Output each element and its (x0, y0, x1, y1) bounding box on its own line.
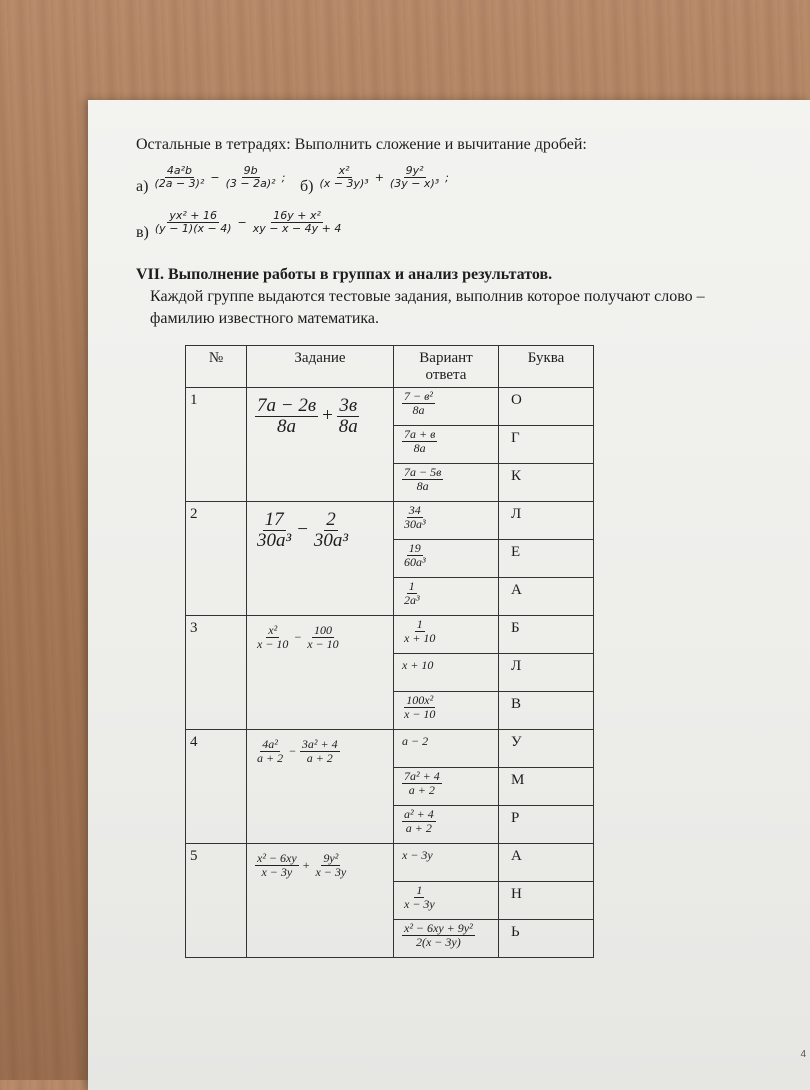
answer-option (394, 426, 499, 464)
operator: − (210, 170, 220, 184)
header-number: № (186, 346, 247, 388)
numerator: a² + 4 (404, 807, 434, 821)
denominator: x − 3y (404, 896, 435, 911)
exercise-c-fraction-2 (251, 210, 344, 234)
table-row (186, 388, 594, 426)
numerator: 9b (243, 163, 258, 177)
operator: − (289, 743, 296, 758)
answer-fraction (402, 808, 436, 834)
numerator: 3a² + 4 (301, 737, 338, 751)
answer-option (394, 920, 499, 958)
operator: − (237, 215, 247, 229)
task-fraction-2 (305, 624, 340, 650)
task-fraction-1 (255, 624, 290, 650)
header-answer-line-1: Вариант (419, 350, 473, 366)
task-expression (247, 616, 394, 730)
task-fraction-2 (337, 396, 360, 437)
denominator: (2a − 3)² (154, 176, 205, 190)
numerator: 9y² (405, 163, 424, 177)
answer-fraction (402, 922, 475, 948)
table-row (186, 844, 594, 882)
denominator: a + 2 (405, 820, 432, 835)
paper-sheet (88, 100, 810, 1090)
section-text-line-2: фамилию известного математика. (150, 310, 380, 327)
numerator: 2 (326, 509, 336, 530)
denominator: 8a (413, 440, 426, 455)
header-answer (394, 346, 499, 388)
task-fraction-2 (312, 510, 350, 551)
header-task: Задание (247, 346, 394, 388)
answer-fraction (402, 542, 428, 568)
exercise-c (136, 202, 343, 242)
task-number: 1 (186, 388, 247, 502)
answer-letter: Л (499, 654, 594, 692)
answer-fraction (402, 770, 442, 796)
answer-option (394, 654, 499, 692)
numerator: 9y² (323, 851, 339, 865)
task-fraction-2 (300, 738, 340, 764)
denominator: 8a (338, 415, 358, 437)
answer-option (394, 844, 499, 882)
operator: + (374, 170, 384, 184)
numerator: 17 (264, 509, 284, 530)
answer-option (394, 882, 499, 920)
tasks-table (185, 345, 594, 958)
operator: − (297, 519, 308, 541)
denominator: x − 3y (315, 864, 347, 879)
numerator: 7 − в² (404, 389, 433, 403)
answer-letter: Г (499, 426, 594, 464)
exercise-a (136, 158, 285, 196)
answer-option (394, 464, 499, 502)
answer-letter: Ь (499, 920, 594, 958)
answer-letter: Р (499, 806, 594, 844)
answer-letter: К (499, 464, 594, 502)
answer-fraction (402, 884, 437, 910)
answer-option (394, 692, 499, 730)
task-fraction-1 (255, 738, 285, 764)
exercise-b-label: б) (300, 178, 314, 195)
numerator: x² − 6xy (257, 851, 297, 865)
numerator: 7a² + 4 (404, 769, 440, 783)
answer-fraction (402, 694, 437, 720)
exercise-b (300, 158, 449, 196)
answer-letter: О (499, 388, 594, 426)
numerator: 3в (339, 395, 358, 416)
answer-option (394, 730, 499, 768)
task-fraction-1 (255, 510, 293, 551)
exercise-a-fraction-1 (152, 165, 206, 189)
header-answer-line-2: ответа (425, 366, 467, 383)
exercise-b-fraction-2 (388, 165, 441, 189)
denominator: 8a (277, 415, 297, 437)
numerator: 1 (408, 579, 415, 593)
punctuation: ; (445, 170, 449, 184)
denominator: 8a (416, 478, 429, 493)
page-number: 4 (800, 1049, 806, 1060)
denominator: x − 3y (261, 864, 293, 879)
denominator: 2a³ (404, 592, 420, 607)
numerator: x² (268, 623, 278, 637)
task-fraction-2 (313, 852, 348, 878)
denominator: 2(x − 3y) (415, 934, 461, 949)
answer-option (394, 578, 499, 616)
task-fraction-1 (255, 852, 299, 878)
intro-text: Остальные в тетрадях: Выполнить сложение и вычитание дробей: (136, 136, 587, 153)
numerator: 1 (416, 617, 423, 631)
task-number: 4 (186, 730, 247, 844)
denominator: a + 2 (306, 750, 333, 765)
table-row (186, 616, 594, 654)
denominator: x + 10 (404, 630, 436, 645)
task-number: 3 (186, 616, 247, 730)
denominator: x − 10 (257, 636, 289, 651)
denominator: 30a³ (404, 516, 426, 531)
numerator: yx² + 16 (169, 208, 218, 222)
answer-letter: Е (499, 540, 594, 578)
numerator: 100x² (406, 693, 434, 707)
operator: + (322, 405, 333, 427)
numerator: 7a + в (404, 427, 436, 441)
task-fraction-1 (255, 396, 318, 437)
answer-fraction (402, 428, 437, 454)
answer-letter: М (499, 768, 594, 806)
numerator: 4a² (262, 737, 278, 751)
denominator: 60a³ (404, 554, 426, 569)
denominator: (x − 3y)³ (319, 176, 369, 190)
answer-text: x + 10 (402, 658, 434, 672)
answer-option (394, 616, 499, 654)
denominator: 30a³ (257, 529, 292, 551)
answer-text: a − 2 (402, 734, 429, 748)
denominator: x − 10 (404, 706, 436, 721)
exercise-c-fraction-1 (153, 210, 234, 234)
numerator: 34 (408, 503, 421, 517)
exercise-b-fraction-1 (317, 165, 370, 189)
denominator: (3y − x)³ (389, 176, 440, 190)
answer-letter: Н (499, 882, 594, 920)
answer-option (394, 502, 499, 540)
exercise-c-label: в) (136, 224, 149, 241)
exercise-a-fraction-2 (224, 165, 278, 189)
numerator: 7a − 5в (404, 465, 442, 479)
numerator: x² − 6xy + 9y² (404, 921, 473, 935)
table-row (186, 502, 594, 540)
table-row (186, 730, 594, 768)
operator: + (302, 857, 310, 872)
answer-fraction (402, 504, 428, 530)
numerator: 7a − 2в (257, 395, 317, 416)
answer-option (394, 768, 499, 806)
answer-option (394, 806, 499, 844)
answer-text: x − 3y (402, 848, 433, 862)
numerator: 100 (313, 623, 332, 637)
task-number: 2 (186, 502, 247, 616)
denominator: x − 10 (307, 636, 339, 651)
answer-fraction (402, 618, 437, 644)
numerator: 1 (416, 883, 423, 897)
answer-option (394, 540, 499, 578)
numerator: x² (338, 163, 350, 177)
task-number: 5 (186, 844, 247, 958)
answer-letter: В (499, 692, 594, 730)
answer-letter: Б (499, 616, 594, 654)
numerator: 19 (408, 541, 421, 555)
answer-fraction (402, 390, 435, 416)
denominator: (3 − 2a)² (225, 176, 276, 190)
header-letter: Буква (499, 346, 594, 388)
exercise-a-label: а) (136, 178, 149, 195)
task-expression (247, 844, 394, 958)
punctuation: ; (281, 170, 286, 184)
task-expression (247, 730, 394, 844)
numerator: 16y + x² (273, 208, 321, 222)
answer-option (394, 388, 499, 426)
denominator: 30a³ (313, 529, 349, 551)
task-expression (247, 388, 394, 502)
answer-letter: А (499, 578, 594, 616)
answer-fraction (402, 466, 443, 492)
answer-letter: А (499, 844, 594, 882)
answer-letter: У (499, 730, 594, 768)
section-title: VII. Выполнение работы в группах и анализ результатов. (136, 266, 553, 283)
section-text-line-1: Каждой группе выдаются тестовые задания, выполнив которое получают слово – (150, 288, 705, 305)
answer-fraction (402, 580, 422, 606)
denominator: 8a (412, 402, 425, 417)
table-header-row (186, 346, 594, 388)
denominator: (y − 1)(x − 4) (154, 221, 232, 235)
numerator: 4a²b (166, 163, 192, 177)
denominator: a + 2 (257, 750, 284, 765)
denominator: a + 2 (408, 782, 435, 797)
answer-letter: Л (499, 502, 594, 540)
denominator: xy − x − 4y + 4 (252, 221, 342, 235)
operator: − (294, 629, 302, 644)
task-expression (247, 502, 394, 616)
